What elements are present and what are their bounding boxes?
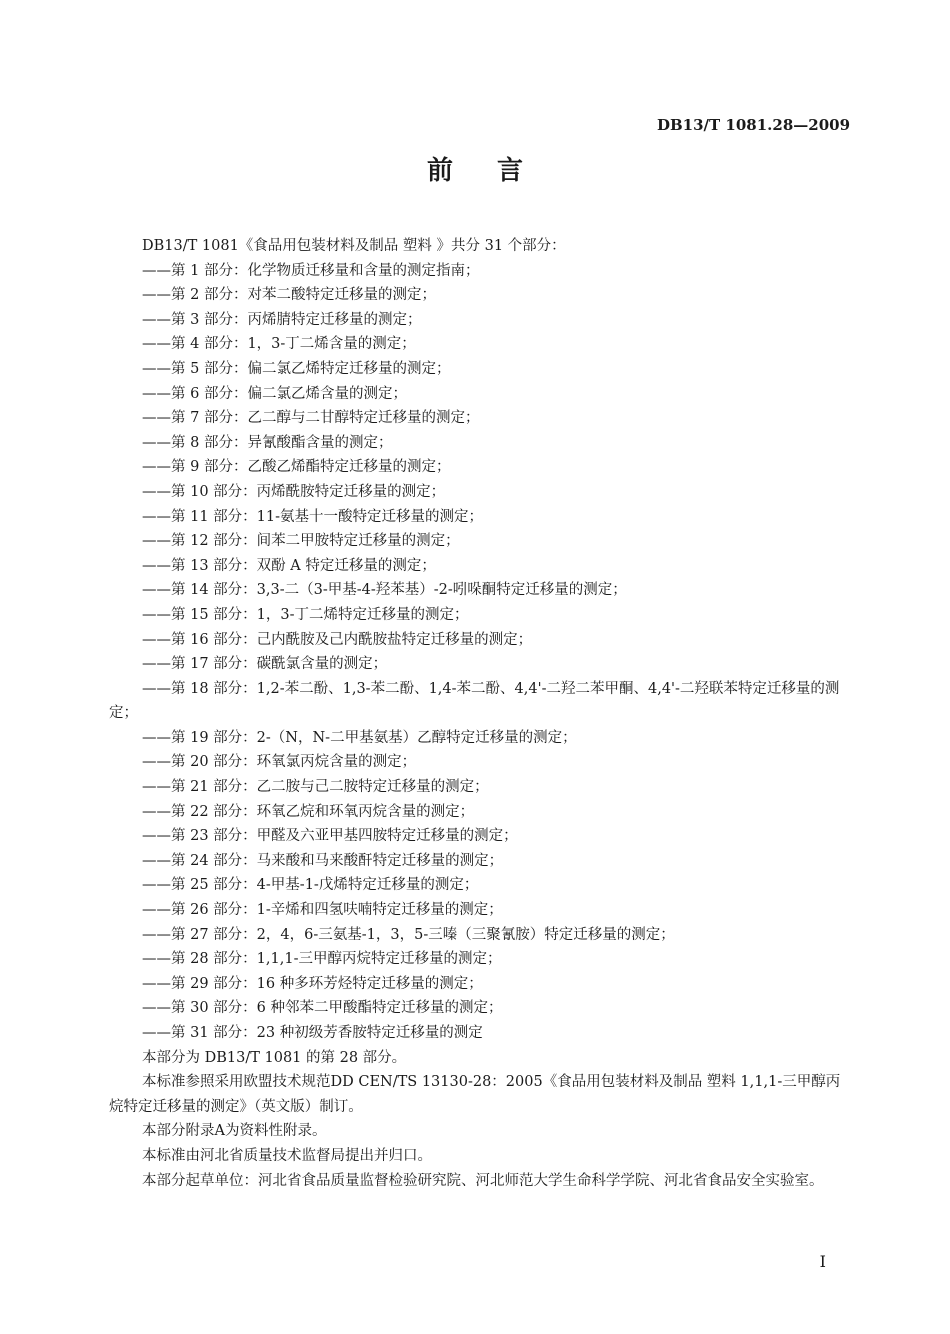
part-item: ——第 19 部分：2-（N，N-二甲基氨基）乙醇特定迁移量的测定； [142,729,577,746]
part-item: ——第 1 部分：化学物质迁移量和含量的测定指南； [142,262,480,279]
page-number: I [819,1252,826,1271]
part-item: ——第 4 部分：1，3-丁二烯含量的测定； [142,336,416,353]
statement-paragraph: 本部分起草单位：河北省食品质量监督检验研究院、河北师范大学生命科学学院、河北省食品安全实验室。 [142,1172,824,1189]
statements-list [109,1046,851,1194]
part-item: ——第 26 部分：1-辛烯和四氢呋喃特定迁移量的测定； [142,902,503,919]
part-item: ——第 9 部分：乙酸乙烯酯特定迁移量的测定； [142,459,451,476]
statement-paragraph: 本标准由河北省质量技术监督局提出并归口。 [142,1147,432,1164]
part-item: ——第 10 部分：丙烯酰胺特定迁移量的测定； [142,483,446,500]
part-item: ——第 25 部分：4-甲基-1-戊烯特定迁移量的测定； [142,877,479,894]
foreword-body [109,234,851,1193]
part-item: ——第 12 部分：间苯二甲胺特定迁移量的测定； [142,533,460,550]
part-item: ——第 6 部分：偏二氯乙烯含量的测定； [142,385,407,402]
part-item: ——第 3 部分：丙烯腈特定迁移量的测定； [142,311,422,328]
part-item: ——第 24 部分：马来酸和马来酸酐特定迁移量的测定； [142,852,504,869]
part-item: ——第 23 部分：甲醛及六亚甲基四胺特定迁移量的测定； [142,828,518,845]
part-item: ——第 22 部分：环氧乙烷和环氧丙烷含量的测定； [142,803,475,820]
part-item: ——第 16 部分：己内酰胺及己内酰胺盐特定迁移量的测定； [142,631,533,648]
part-item: ——第 5 部分：偏二氯乙烯特定迁移量的测定； [142,360,451,377]
intro-line: DB13/T 1081《食品用包装材料及制品 塑料 》共分 31 个部分： [142,238,566,254]
part-item: ——第 20 部分：环氧氯丙烷含量的测定； [142,754,417,771]
part-item: ——第 28 部分：1,1,1-三甲醇丙烷特定迁移量的测定； [142,951,502,968]
part-item: ——第 7 部分：乙二醇与二甘醇特定迁移量的测定； [142,410,480,427]
statement-paragraph: 本部分为 DB13/T 1081 的第 28 部分。 [142,1049,407,1066]
part-item: ——第 15 部分：1，3-丁二烯特定迁移量的测定； [142,606,469,623]
part-item: ——第 14 部分：3,3-二（3-甲基-4-羟苯基）-2-吲哚酮特定迁移量的测定； [142,582,627,599]
part-item: ——第 18 部分：1,2-苯二酚、1,3-苯二酚、1,4-苯二酚、4,4'-二羟二苯甲酮、4,4'-二羟联苯特定迁移量的测定； [109,680,840,722]
statement-paragraph: 本标准参照采用欧盟技术规范DD CEN/TS 13130-28：2005《食品用包装材料及制品 塑料 1,1,1-三甲醇丙烷特定迁移量的测定》（英文版）制订。 [109,1074,841,1115]
standard-code: DB13/T 1081.28—2009 [656,116,850,134]
part-item: ——第 11 部分：11-氨基十一酸特定迁移量的测定； [142,508,484,525]
part-item: ——第 30 部分：6 种邻苯二甲酸酯特定迁移量的测定； [142,1000,503,1017]
page-title: 前言 [426,156,567,186]
part-item: ——第 2 部分：对苯二酸特定迁移量的测定； [142,287,436,304]
part-item: ——第 21 部分：乙二胺与己二胺特定迁移量的测定； [142,779,489,796]
part-item: ——第 13 部分：双酚 A 特定迁移量的测定； [142,557,436,574]
part-item: ——第 17 部分：碳酰氯含量的测定； [142,656,388,673]
parts-list [109,259,851,1046]
part-item: ——第 31 部分：23 种初级芳香胺特定迁移量的测定 [142,1025,483,1041]
part-item: ——第 29 部分：16 种多环芳烃特定迁移量的测定； [142,975,483,992]
part-item: ——第 27 部分：2，4，6-三氨基-1，3，5-三嗪（三聚氰胺）特定迁移量的测定； [142,926,675,943]
statement-paragraph: 本部分附录A为资料性附录。 [142,1123,327,1140]
part-item: ——第 8 部分：异氰酸酯含量的测定； [142,434,393,451]
